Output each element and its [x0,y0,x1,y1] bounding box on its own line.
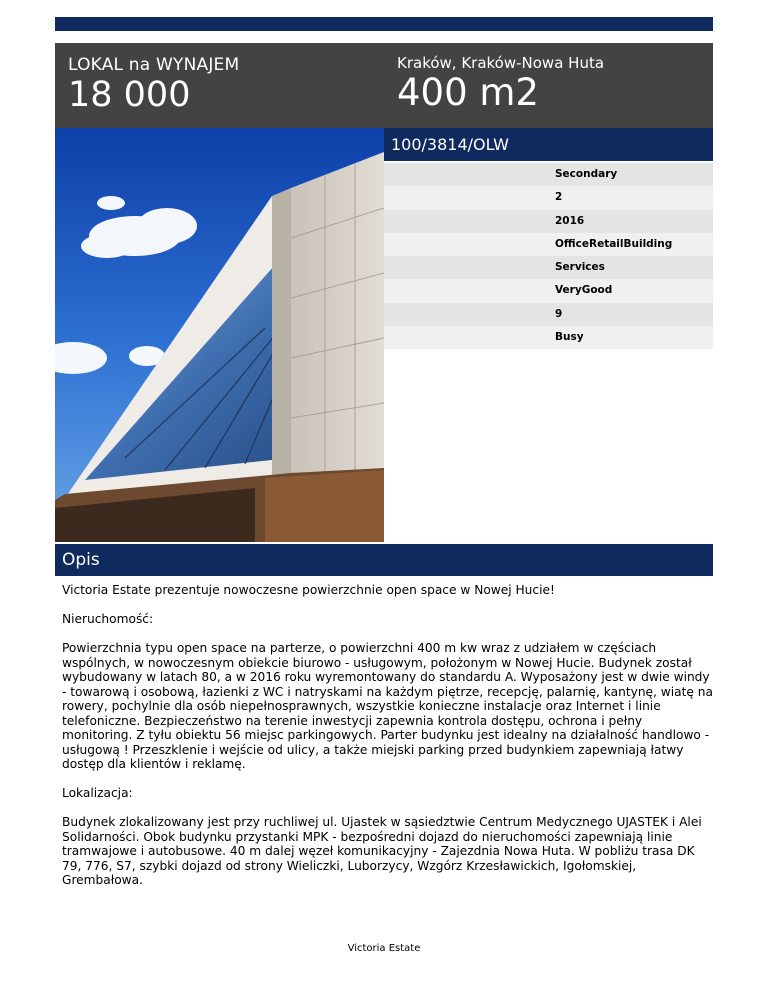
listing-type: LOKAL na WYNAJEM [68,55,240,75]
description [62,583,713,902]
listing-location: Kraków, Kraków-Nowa Huta [397,54,605,72]
reference-number: 100/3814/OLW [391,135,509,154]
footer-brand: Victoria Estate [347,943,421,954]
attribute-list [384,163,713,349]
description-property: Powierzchnia typu open space na parterze, o powierzchni 400 m kw wraz z udziałem w częściach wspólnych, w nowoczesnym obiekcie biurowo - usługowym, położonym w Nowej Hucie. Budynek został wybudowany w latach 80, a w 2016 roku wyremontowany do standardu A. Wyposażony jest w dwie windy - towarową i osobową, łazienki z WC i natryskami na każdym piętrze, recepcję, palarnię, kantynę, wiatę na rowery, pochylnie dla osób niepełnosprawnych, wszystkie konieczne instalacje oraz Internet i linie telefoniczne. Bezpieczeństwo na terenie inwestycji zapewnia kontrola dostępu, ochrona i pełny monitoring. Z tyłu obiektu 56 miejsc parkingowych. Parter budynku jest idealny na działalność handlowo - usługową ! Przeszklenie i wejście od ulicy, a także miejski parking przed budynkiem zapewniają łatwy dostęp dla klientów i reklamę. [62,641,713,771]
reference-bar [384,128,713,161]
attribute-row: 2016 [384,210,713,233]
description-heading-location: Lokalizacja: [62,786,133,800]
attribute-row: Secondary [384,163,713,186]
attribute-row: Busy [384,326,713,349]
attribute-row: 9 [384,303,713,326]
section-header [55,544,713,576]
listing-price: 18 000 [68,75,191,115]
section-title: Opis [62,550,100,570]
building-photo [55,128,384,542]
listing-area: 400 m2 [397,71,539,114]
description-intro: Victoria Estate prezentuje nowoczesne powierzchnie open space w Nowej Hucie! [62,583,555,597]
attribute-row: VeryGood [384,279,713,302]
attribute-row: Services [384,256,713,279]
attribute-row: 2 [384,186,713,209]
listing-header [55,43,713,128]
attribute-row: OfficeRetailBuilding [384,233,713,256]
description-heading-property: Nieruchomość: [62,612,154,626]
top-accent-bar [55,17,713,31]
description-location: Budynek zlokalizowany jest przy ruchliwej ul. Ujastek w sąsiedztwie Centrum Medycznego UJASTEK i Alei Solidarności. Obok budynku przystanki MPK - bezpośredni dojazd do nieruchomości zapewniają linie tramwajowe i autobusowe. 40 m dalej węzeł komunikacyjny - Zajezdnia Nowa Huta. W pobliżu trasa DK 79, 776, S7, szybki dojazd od strony Wieliczki, Luborzycy, Wzgórz Krzesławickich, Igołomskiej, Grembałowa. [62,815,702,887]
